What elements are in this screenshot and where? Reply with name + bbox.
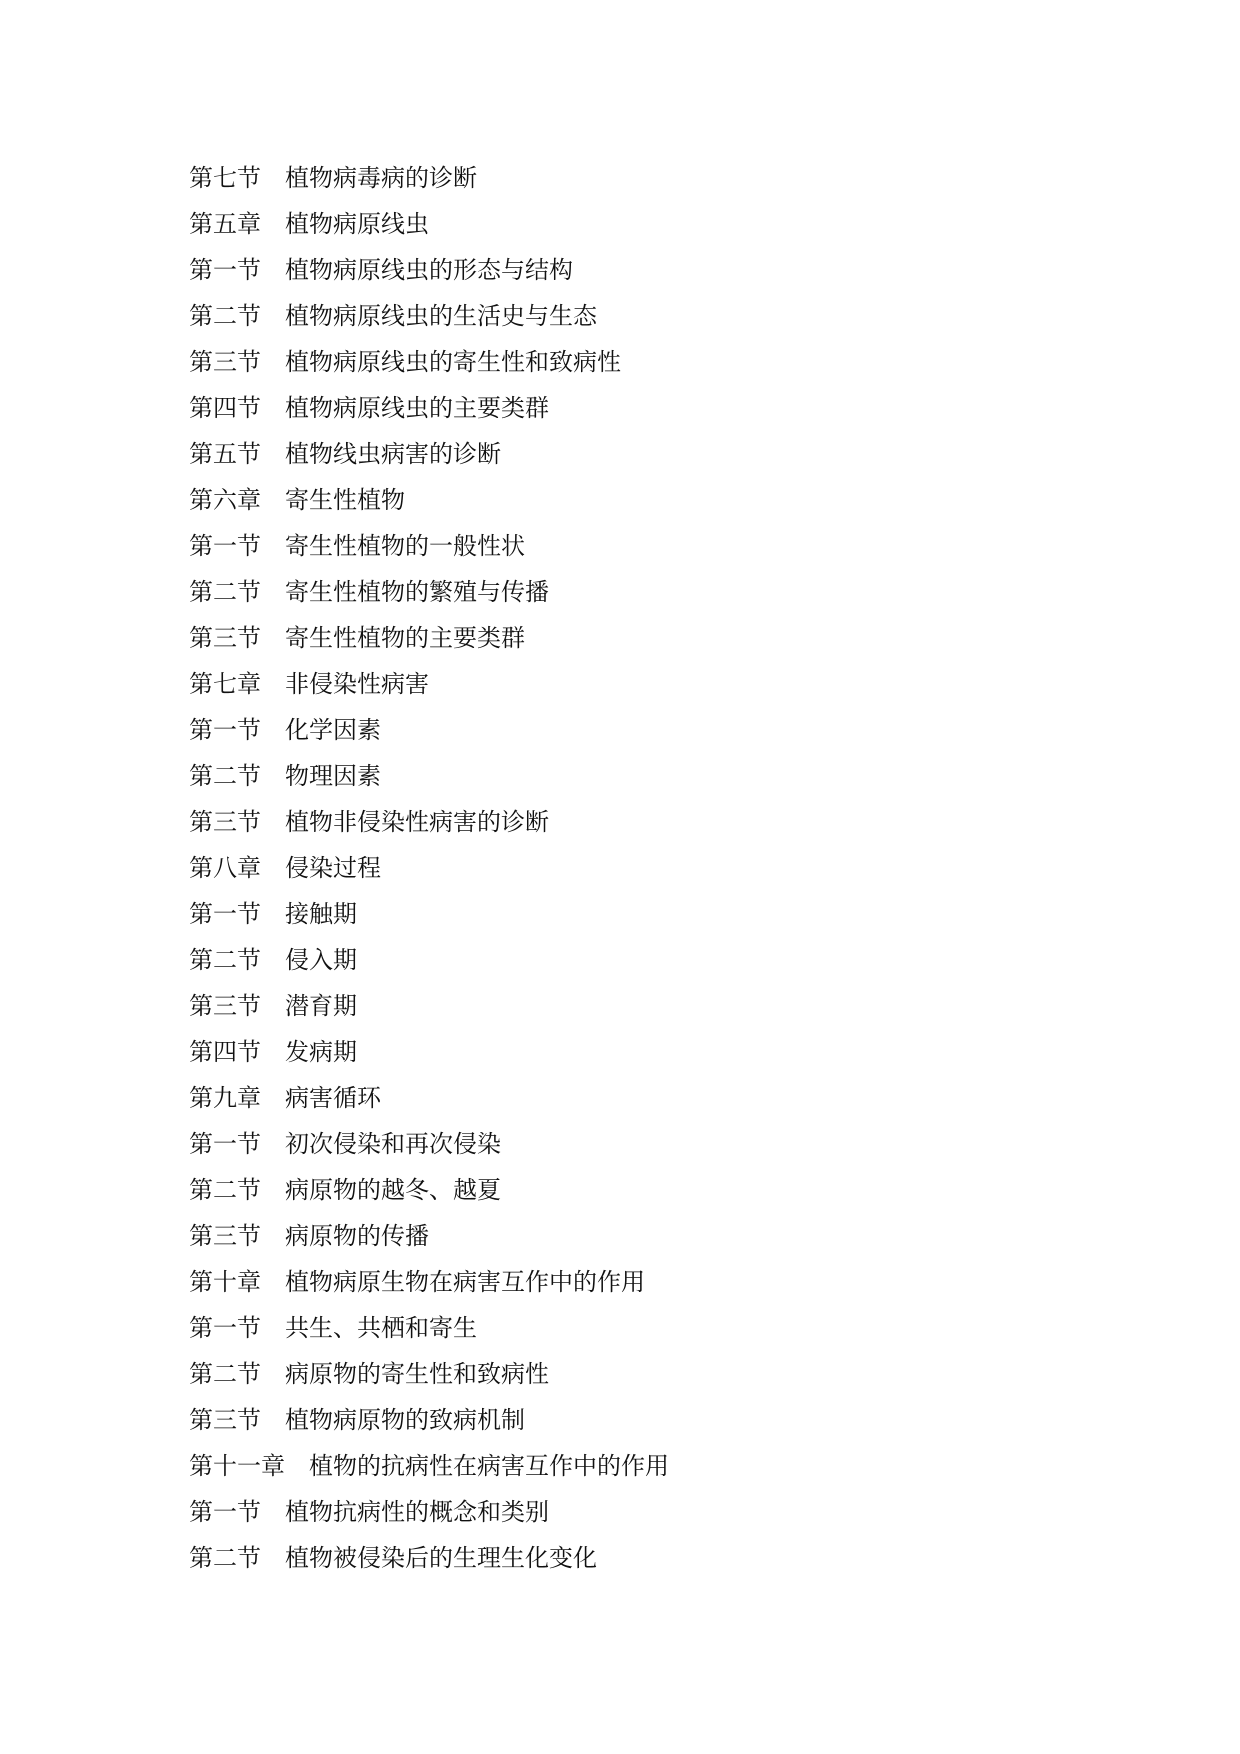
toc-entry-number: 第一节 [189, 716, 261, 744]
toc-entry [189, 937, 669, 983]
toc-entry-title: 潜育期 [285, 992, 357, 1020]
toc-entry-number: 第五节 [189, 440, 261, 468]
toc-entry [189, 615, 669, 661]
toc-entry-number: 第六章 [189, 486, 261, 514]
toc-entry [189, 155, 669, 201]
toc-entry [189, 1351, 669, 1397]
toc-entry [189, 753, 669, 799]
toc-entry-title: 植物病原线虫的寄生性和致病性 [285, 348, 621, 376]
toc-entry [189, 799, 669, 845]
toc-entry-title: 植物病原物的致病机制 [285, 1406, 525, 1434]
toc-entry-number: 第七节 [189, 164, 261, 192]
toc-entry-title: 植物病毒病的诊断 [285, 164, 477, 192]
toc-entry-number: 第四节 [189, 1038, 261, 1066]
toc-entry-title: 物理因素 [285, 762, 381, 790]
toc-entry-title: 化学因素 [285, 716, 381, 744]
toc-entry [189, 201, 669, 247]
toc-entry-title: 寄生性植物的一般性状 [285, 532, 525, 560]
toc-entry-number: 第五章 [189, 210, 261, 238]
toc-entry [189, 569, 669, 615]
toc-entry [189, 1305, 669, 1351]
toc-entry-title: 发病期 [285, 1038, 357, 1066]
toc-entry-title: 植物病原生物在病害互作中的作用 [285, 1268, 645, 1296]
toc-entry-title: 病原物的寄生性和致病性 [285, 1360, 549, 1388]
toc-entry-title: 寄生性植物的繁殖与传播 [285, 578, 549, 606]
toc-entry-title: 植物病原线虫的主要类群 [285, 394, 549, 422]
toc-entry [189, 1121, 669, 1167]
toc-entry [189, 707, 669, 753]
toc-entry-number: 第一节 [189, 1498, 261, 1526]
toc-entry-number: 第三节 [189, 992, 261, 1020]
toc-entry-number: 第三节 [189, 1222, 261, 1250]
toc-entry [189, 1397, 669, 1443]
toc-entry-number: 第二节 [189, 1176, 261, 1204]
toc-entry-title: 寄生性植物 [285, 486, 405, 514]
toc-entry [189, 247, 669, 293]
toc-entry-number: 第十章 [189, 1268, 261, 1296]
toc-entry [189, 983, 669, 1029]
toc-entry-number: 第十一章 [189, 1452, 285, 1480]
toc-entry-number: 第一节 [189, 1314, 261, 1342]
toc-entry-title: 植物病原线虫的生活史与生态 [285, 302, 597, 330]
table-of-contents [189, 155, 669, 1581]
toc-entry [189, 1213, 669, 1259]
toc-entry [189, 523, 669, 569]
toc-entry-title: 植物抗病性的概念和类别 [285, 1498, 549, 1526]
toc-entry-title: 寄生性植物的主要类群 [285, 624, 525, 652]
toc-entry-number: 第二节 [189, 578, 261, 606]
toc-entry [189, 385, 669, 431]
toc-entry-title: 植物的抗病性在病害互作中的作用 [309, 1452, 669, 1480]
toc-entry [189, 1535, 669, 1581]
toc-entry-number: 第三节 [189, 348, 261, 376]
toc-entry-number: 第二节 [189, 1360, 261, 1388]
toc-entry-title: 接触期 [285, 900, 357, 928]
toc-entry-number: 第四节 [189, 394, 261, 422]
toc-entry [189, 339, 669, 385]
toc-entry-title: 侵入期 [285, 946, 357, 974]
toc-entry-number: 第一节 [189, 532, 261, 560]
toc-entry-number: 第一节 [189, 1130, 261, 1158]
toc-entry-number: 第九章 [189, 1084, 261, 1112]
toc-entry [189, 1029, 669, 1075]
toc-entry-title: 植物线虫病害的诊断 [285, 440, 501, 468]
toc-entry [189, 431, 669, 477]
toc-entry-title: 非侵染性病害 [285, 670, 429, 698]
toc-entry [189, 477, 669, 523]
toc-entry [189, 845, 669, 891]
toc-entry [189, 1443, 669, 1489]
toc-entry-title: 侵染过程 [285, 854, 381, 882]
toc-entry-title: 植物病原线虫的形态与结构 [285, 256, 573, 284]
toc-entry-title: 病原物的传播 [285, 1222, 429, 1250]
toc-entry-title: 病原物的越冬、越夏 [285, 1176, 501, 1204]
toc-entry-number: 第一节 [189, 256, 261, 284]
toc-entry-number: 第七章 [189, 670, 261, 698]
toc-entry-title: 植物病原线虫 [285, 210, 429, 238]
toc-entry [189, 1167, 669, 1213]
toc-entry-number: 第二节 [189, 302, 261, 330]
toc-entry [189, 1259, 669, 1305]
toc-entry [189, 1075, 669, 1121]
toc-entry-title: 病害循环 [285, 1084, 381, 1112]
toc-entry-title: 植物非侵染性病害的诊断 [285, 808, 549, 836]
toc-entry-title: 初次侵染和再次侵染 [285, 1130, 501, 1158]
toc-entry-number: 第二节 [189, 762, 261, 790]
toc-entry [189, 293, 669, 339]
toc-entry-number: 第二节 [189, 946, 261, 974]
toc-entry-number: 第三节 [189, 1406, 261, 1434]
toc-entry-title: 植物被侵染后的生理生化变化 [285, 1544, 597, 1572]
toc-entry-number: 第二节 [189, 1544, 261, 1572]
toc-entry-number: 第三节 [189, 808, 261, 836]
toc-entry-number: 第八章 [189, 854, 261, 882]
toc-entry-number: 第三节 [189, 624, 261, 652]
toc-entry [189, 891, 669, 937]
toc-entry-number: 第一节 [189, 900, 261, 928]
toc-entry-title: 共生、共栖和寄生 [285, 1314, 477, 1342]
toc-entry [189, 1489, 669, 1535]
toc-entry [189, 661, 669, 707]
